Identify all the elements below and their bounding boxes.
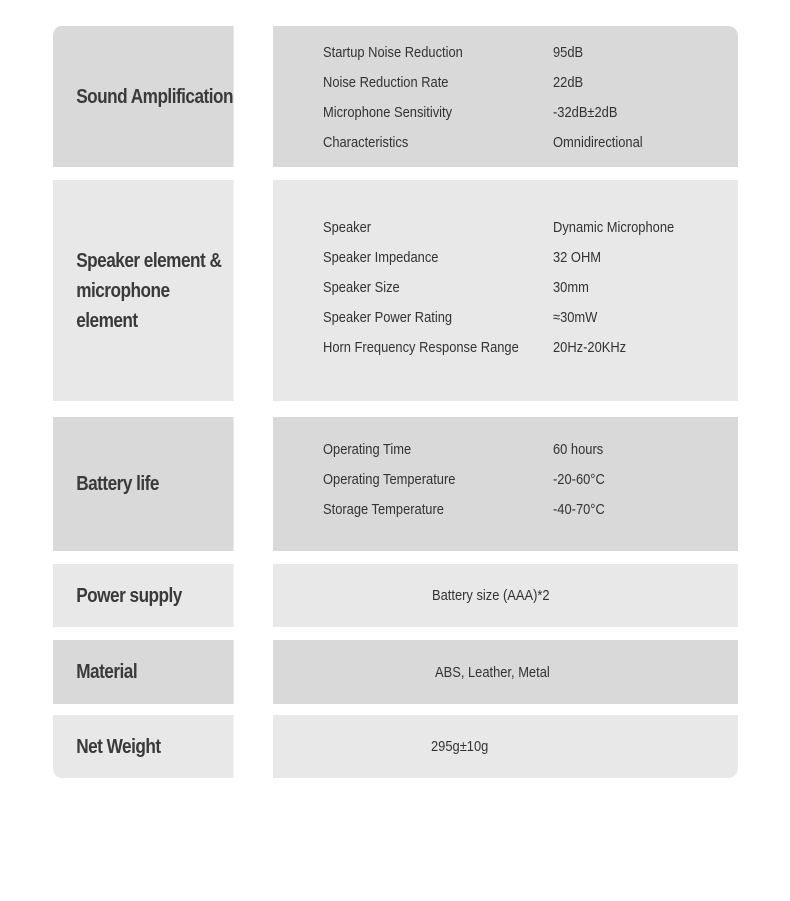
spec-row <box>323 272 589 302</box>
spec-value: 295g±10g <box>431 738 489 755</box>
spec-value: 32 OHM <box>553 248 602 266</box>
spec-label: Operating Temperature <box>323 470 456 488</box>
spec-label: Horn Frequency Response Range <box>323 338 519 356</box>
section-value-panel <box>273 640 738 704</box>
spec-row <box>323 332 627 362</box>
spec-label: Characteristics <box>323 133 409 151</box>
spec-value: ABS, Leather, Metal <box>435 663 550 681</box>
spec-value: 30mm <box>553 278 589 296</box>
spec-row <box>323 127 643 157</box>
spec-label: Startup Noise Reduction <box>323 43 463 61</box>
spec-value: Omnidirectional <box>553 133 643 151</box>
spec-row <box>323 242 602 272</box>
spec-label: Speaker <box>323 218 372 236</box>
section-heading: Speaker element & microphone element <box>53 180 234 401</box>
spec-value: -40-70°C <box>553 500 605 518</box>
spec-label: Speaker Impedance <box>323 248 439 266</box>
spec-value: -32dB±2dB <box>553 103 618 121</box>
spec-value: 95dB <box>553 43 584 61</box>
spec-label: Storage Temperature <box>323 500 444 518</box>
spec-value: Dynamic Microphone <box>553 218 675 236</box>
spec-label: Microphone Sensitivity <box>323 103 453 121</box>
spec-label: Noise Reduction Rate <box>323 73 449 91</box>
section-heading: Battery life <box>53 417 234 551</box>
spec-label: Speaker Power Rating <box>323 308 453 326</box>
spec-value: 60 hours <box>553 440 604 458</box>
spec-row <box>323 37 584 67</box>
section-value-panel <box>273 564 738 627</box>
section-specs <box>273 180 738 401</box>
spec-label: Operating Time <box>323 440 412 458</box>
spec-value: 22dB <box>553 73 584 91</box>
spec-value: 20Hz-20KHz <box>553 338 627 356</box>
spec-value: ≈30mW <box>553 308 598 326</box>
section-heading: Power supply <box>53 564 234 627</box>
section-heading: Material <box>53 640 234 704</box>
spec-value: Battery size (AAA)*2 <box>432 587 550 604</box>
section-heading: Sound Amplification <box>53 26 234 167</box>
spec-row <box>323 67 584 97</box>
spec-row <box>323 494 605 524</box>
spec-row <box>323 302 598 332</box>
section-specs <box>273 417 738 551</box>
spec-row <box>323 464 605 494</box>
section-heading: Net Weight <box>53 715 234 778</box>
spec-row <box>323 212 675 242</box>
section-value-panel <box>273 715 738 778</box>
spec-value: -20-60°C <box>553 470 605 488</box>
spec-label: Speaker Size <box>323 278 400 296</box>
spec-row <box>323 97 618 127</box>
section-specs <box>273 26 738 167</box>
spec-row <box>323 434 604 464</box>
